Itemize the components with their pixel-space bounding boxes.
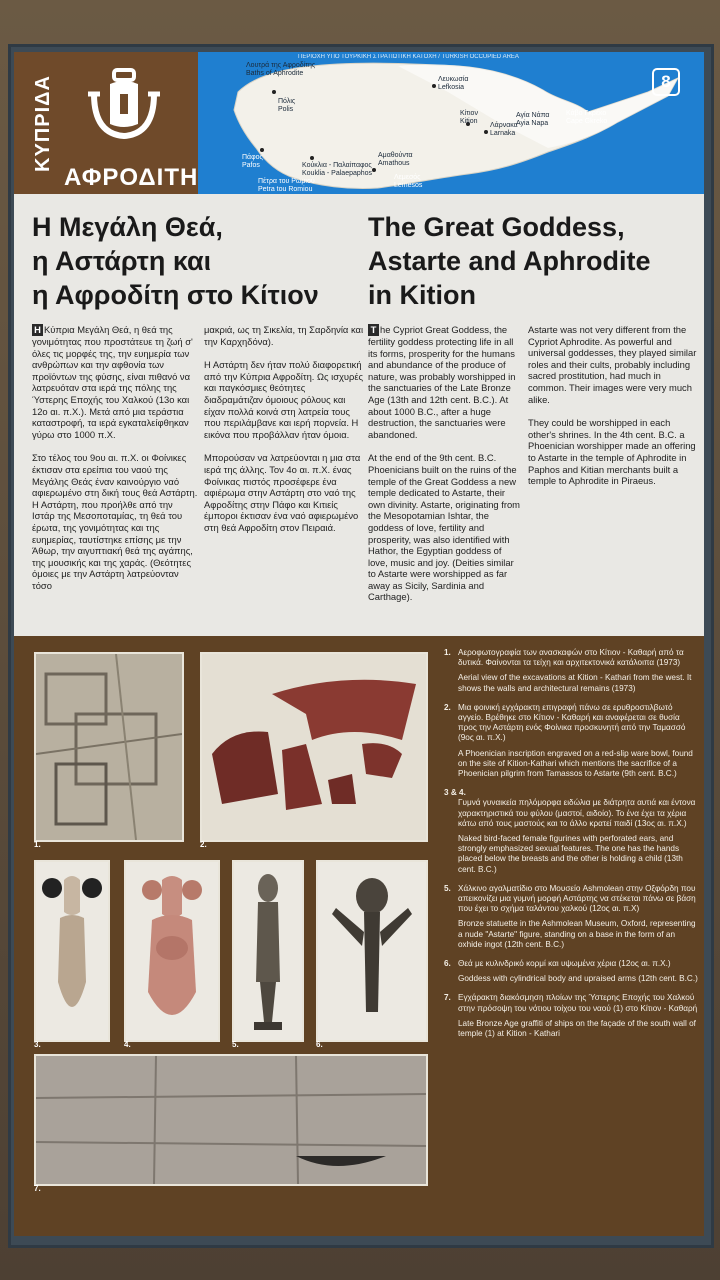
map-label-ayianapa: Αγία Νάπα Ayia Napa xyxy=(516,112,550,128)
map-occupied-label: ΠΕΡΙΟΧΗ ΥΠΟ ΤΟΥΡΚΙΚΗ ΣΤΡΑΤΙΩΤΙΚΗ ΚΑΤΟΧΗ / TURKISH OCCUPIED AREA xyxy=(298,54,519,60)
english-column-2 xyxy=(528,324,698,499)
caption-greek: Θεά με κυλινδρικό κορμί και υψωμένα χέρια (12ος αι. π.Χ.) xyxy=(458,959,671,969)
map-label-kition: Κίτιον Kition xyxy=(460,110,478,126)
wall-graffiti-image xyxy=(36,1056,426,1184)
english-paragraph-4: They could be worshipped in each other's shrines. In the 4th cent. B.C. a Phoenician worshipper made an offering to Astarte in the temple of Aphrodite in Paphos and Kitian merchants built a temple to Aphrodite in Piraeus. xyxy=(528,417,696,487)
site-number-badge: 8 xyxy=(652,68,680,96)
caption-english: Late Bronze Age graffiti of ships on the façade of the south wall of temple (1) at Kition - Kathari xyxy=(458,1018,696,1039)
title-area xyxy=(14,194,704,324)
caption-number: 2. xyxy=(444,702,451,712)
english-dropcap: T xyxy=(368,324,379,336)
goddess-raised-arms-icon xyxy=(318,862,426,1040)
greek-paragraph-1-text: Κύπρια Μεγάλη Θεά, η θεά της γονιμότητας που προστάτευε τη ζωή σ' όλες τις μορφές της, την ευημερία των ανθρώπων και την αφθονία των προϊόντων της φύσης, είναι πιθανό να λατρευόταν στα ιερά της πόλης της Ύστερης Εποχής του Χαλκού (13ο και 12ο αι. π.Χ.). Μετά από μια τεράστια καταστροφή, τα ιερά εγκαταλείφθηκαν γύρω στο 1000 π.Χ. xyxy=(32,324,193,440)
caption-greek: Μια φοινική εγχάρακτη επιγραφή πάνω σε ερυθροστιλβωτό αγγείο. Βρέθηκε στο Κίτιον - Καθαρή και αναφέρεται σε θυσία προς την Αστάρτη ενός Φοίνικα προσκυνητή από την Ταμασσό (9ος αι. π.Χ.) xyxy=(458,702,686,743)
title-greek xyxy=(32,210,372,312)
map-label-larnaka: Λάρνακα Larnaka xyxy=(490,122,518,138)
greek-column-2 xyxy=(204,324,364,546)
caption-number: 5. xyxy=(444,883,451,893)
photo-panel xyxy=(14,636,704,1236)
captions-list xyxy=(444,648,699,1048)
photo-aerial-excavation xyxy=(34,652,184,842)
caption-english: Bronze statuette in the Ashmolean Museum, Oxford, representing a nude "Astarte" figure, standing on a base in the form of an oxhide ingot (12th cent. B.C.) xyxy=(458,919,696,949)
caption-item xyxy=(444,648,699,694)
map-label-baths: Λουτρά της Αφροδίτης Baths of Aphrodite xyxy=(246,62,316,78)
caption-greek: Εγχάρακτη διακόσμηση πλοίων της Ύστερης Εποχής του Χαλκού στην πρόσοψη του νότιου τοίχου του ναού (1) στο Κίτιον - Καθαρή xyxy=(458,993,698,1013)
photo-figurine-6 xyxy=(316,860,428,1042)
greek-paragraph-1 xyxy=(32,324,198,440)
caption-item xyxy=(444,703,699,779)
map-label-amathous: Αμαθούντα Amathous xyxy=(378,152,413,168)
title-greek-line-3: η Αφροδίτη στο Κίτιον xyxy=(32,280,319,310)
map-label-pafos: Πάφος Pafos xyxy=(242,154,263,170)
greek-paragraph-4: Η Αστάρτη δεν ήταν πολύ διαφορετική από την Κύπρια Αφροδίτη. Ως ισχυρές και παγκόσμιες θεότητες διαδραμάτιζαν όμοιους ρόλους και είχαν πολλά κοινά στη λατρεία τους που περιλάμβανε και ιερή πορνεία. Η εικόνα που προβάλλαν ήταν όμοια. xyxy=(204,359,364,440)
map-label-petra: Πέτρα του Ρωμιού Petra tou Romiou xyxy=(258,178,315,194)
caption-number: 6. xyxy=(444,959,451,969)
photo-number-4: 4. xyxy=(124,1040,131,1049)
excavation-aerial-image xyxy=(36,654,182,840)
bowl-fragments-image xyxy=(202,654,426,840)
photo-number-3: 3. xyxy=(34,1040,41,1049)
english-paragraph-1-text: he Cypriot Great Goddess, the fertility goddess protecting life in all its forms, prosperity for the humans and abundance of the produce of nature, was probably worshipped in the sanctuaries of the Late Bronze Age (13th and 12th cent. B.C.). At about 1000 B.C., after a huge destruction, the sanctuaries were abandoned. xyxy=(368,324,516,440)
caption-english: Goddess with cylindrical body and upraised arms (12th cent. B.C.) xyxy=(458,974,698,984)
caption-english: Aerial view of the excavations at Kition - Kathari from the west. It shows the walls and architectural remains (1973) xyxy=(458,673,692,693)
bronze-statuette-icon xyxy=(234,862,302,1040)
title-english-line-2: Astarte and Aphrodite xyxy=(368,246,651,276)
greek-dropcap: Η xyxy=(32,324,43,336)
map-label-polis: Πόλις Polis xyxy=(278,98,296,114)
caption-number: 7. xyxy=(444,993,451,1003)
figurine-with-child-icon xyxy=(126,862,218,1040)
greek-column-1 xyxy=(32,324,198,603)
photo-number-1: 1. xyxy=(34,840,41,849)
brand-vertical-text: ΚΥΠΡΙΔΑ xyxy=(32,75,54,172)
photo-ship-graffiti-wall xyxy=(34,1054,428,1186)
caption-greek: Γυμνά γυναικεία πηλόμορφα ειδώλια με διάτρητα αυτιά και έντονα χαρακτηριστικά του φύλου (μαστοί, αιδοίο). Το ένα έχει τα χέρια κάτω από τους μαστούς και το άλλο κρατεί παιδί (13ος αι. π.Χ.) xyxy=(458,798,696,828)
brand-panel xyxy=(14,52,198,194)
caption-greek: Χάλκινο αγαλματίδιο στο Μουσείο Ashmolean στην Οξφόρδη που απεικονίζει μια γυμνή μορφή Αστάρτης να στέκεται πάνω σε βάση που έχει το σχήμα ταλάντου χαλκού (12ος αι. π.Χ) xyxy=(458,883,696,914)
photo-number-5: 5. xyxy=(232,1040,239,1049)
caption-item xyxy=(444,884,699,950)
title-english-line-1: The Great Goddess, xyxy=(368,212,625,242)
photo-figurine-3 xyxy=(34,860,110,1042)
caption-item xyxy=(444,993,699,1039)
photo-inscribed-bowl xyxy=(200,652,428,842)
title-english-line-3: in Kition xyxy=(368,280,476,310)
caption-english: Naked bird-faced female figurines with perforated ears, and strongly emphasized sexual features. The one has the hands placed below the breasts and the other is holding a child (13th cent. B.C.) xyxy=(458,834,683,874)
map-label-greko: Κάβο Γκρέκο Cape Gkreko xyxy=(566,110,608,126)
photo-number-6: 6. xyxy=(316,1040,323,1049)
photo-number-7: 7. xyxy=(34,1184,41,1193)
caption-greek: Αεροφωτογραφία των ανασκαφών στο Κίτιον - Καθαρή από τα δυτικά. Φαίνονται τα τείχη και αρχιτεκτονικά κατάλοιπα (1973) xyxy=(458,648,684,668)
photo-figurine-4 xyxy=(124,860,220,1042)
caption-number: 1. xyxy=(444,648,451,657)
brand-name: ΑΦΡΟΔΙΤΗ xyxy=(64,164,199,191)
caption-number: 3 & 4. xyxy=(444,788,466,798)
figurine-bird-face-icon xyxy=(36,862,108,1040)
info-board xyxy=(14,52,704,1236)
caption-item xyxy=(444,959,699,984)
title-english xyxy=(368,210,704,312)
english-column-1 xyxy=(368,324,520,615)
greek-paragraph-5: Μπορούσαν να λατρεύονται η μια στα ιερά της άλλης. Τον 4ο αι. π.Χ. ένας Φοίνικας πιστός προσέφερε ένα αφιέρωμα στην Αστάρτη στο ναό της Αφροδίτης στην Πάφο και Κιτιείς έμποροι έκτισαν ένα ναό αφιερωμένο στη θεά Αφροδίτη στον Πειραιά. xyxy=(204,452,361,533)
aphrodite-logo-icon xyxy=(84,64,164,144)
photo-figurine-5 xyxy=(232,860,304,1042)
title-greek-line-1: Η Μεγάλη Θεά, xyxy=(32,212,223,242)
english-paragraph-2: At the end of the 9th cent. B.C. Phoenicians built on the ruins of the temple of the Great Goddess a new temple dedicated to Astarte, their own divinity. Astarte, originating from the Mesopotamian Ishtar, the goddess of love, fertility and prosperity, was also identified with Hathor, the Egyptian goddess of love, music and joy. (Deities similar to Astarte were worshipped as far away as Sicily, Sardinia and Carthage). xyxy=(368,452,520,603)
greek-paragraph-3: μακριά, ως τη Σικελία, τη Σαρδηνία και την Καρχηδόνα). xyxy=(204,324,364,347)
title-greek-line-2: η Αστάρτη και xyxy=(32,246,212,276)
english-paragraph-1 xyxy=(368,324,520,440)
map-label-kouklia: Κούκλια - Παλαίπαφος Kouklia - Palaepaphos xyxy=(302,162,373,178)
cyprus-map xyxy=(198,52,704,194)
caption-item xyxy=(444,788,699,875)
map-label-lemesos: Λεμεσός Lemesos xyxy=(394,174,423,190)
english-paragraph-3: Astarte was not very different from the Cypriot Aphrodite. As powerful and universal goddesses, they played similar roles and their cults, probably including sacred prostitution, had much in common. Their images were very much alike. xyxy=(528,324,697,405)
greek-paragraph-2: Στο τέλος του 9ου αι. π.Χ. οι Φοίνικες έκτισαν στα ερείπια του ναού της Μεγάλης Θεάς έναν καινούργιο ναό αφιερωμένο στη δική τους θεά Αστάρτη. Η Αστάρτη, που προήλθε από την Ιστάρ της Μεσοποταμίας, τη θεά του έρωτα, της γονιμότητας και της ευημερίας, ταυτίστηκε επίσης με την Άθωρ, την αιγυπτιακή θεά της αγάπης, της μουσικής και της χαράς. (Θεότητες όμοιες με την Αστάρτη λατρεύονταν τόσο xyxy=(32,452,198,591)
photo-number-2: 2. xyxy=(200,840,207,849)
caption-english: A Phoenician inscription engraved on a red-slip ware bowl, found on the site of Kition-Kathari which mentions the sacrifice of a Phoenician pilgrim from Tamassos to Astarte (9th cent. B.C.) xyxy=(458,748,693,779)
map-label-lefkosia: Λευκωσία Lefkosia xyxy=(438,76,469,92)
